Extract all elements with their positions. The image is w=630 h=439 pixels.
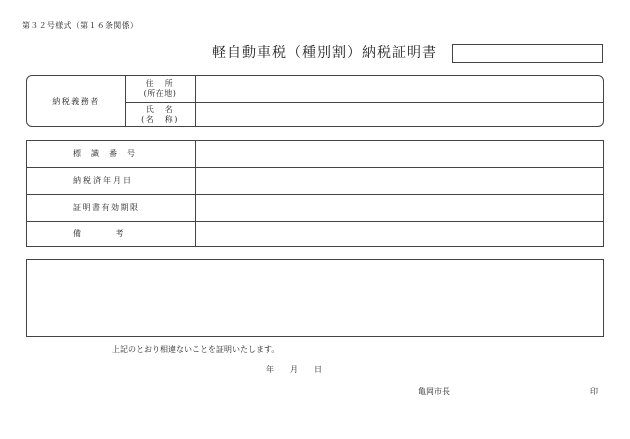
mayor-label: 亀岡市長 <box>418 387 450 396</box>
address-label-line1: 住 所 <box>145 79 175 88</box>
name-label <box>125 105 195 125</box>
row-label-plate-number: 標 識 番 号 <box>73 149 136 158</box>
remarks-field[interactable] <box>196 222 603 246</box>
certificate-number-box[interactable] <box>452 44 603 63</box>
address-label <box>125 79 195 99</box>
date-line: 年 月 日 <box>266 365 322 374</box>
expiration-field[interactable] <box>196 195 603 221</box>
page-title: 軽自動車税（種別割）納税証明書 <box>212 45 437 61</box>
row-label-remarks: 備 考 <box>73 229 124 238</box>
seal-mark: 印 <box>590 387 598 396</box>
name-field[interactable] <box>196 103 603 126</box>
taxpayer-box <box>26 75 604 127</box>
notes-box[interactable] <box>26 259 604 337</box>
address-label-line2: (所在地) <box>143 89 177 98</box>
row-label-payment-date: 納税済年月日 <box>73 176 133 185</box>
taxpayer-label: 納税義務者 <box>52 97 100 106</box>
certify-statement: 上記のとおり相違ないことを証明いたします。 <box>112 345 280 354</box>
name-label-line1: 氏 名 <box>145 105 175 114</box>
row-label-expiration: 証明書有効期限 <box>73 203 140 212</box>
details-table <box>26 140 604 247</box>
name-label-line2: (名 称) <box>141 115 179 124</box>
address-field[interactable] <box>196 76 603 102</box>
plate-number-field[interactable] <box>196 141 603 167</box>
payment-date-field[interactable] <box>196 168 603 194</box>
form-number: 第３２号様式（第１６条関係） <box>22 21 139 30</box>
